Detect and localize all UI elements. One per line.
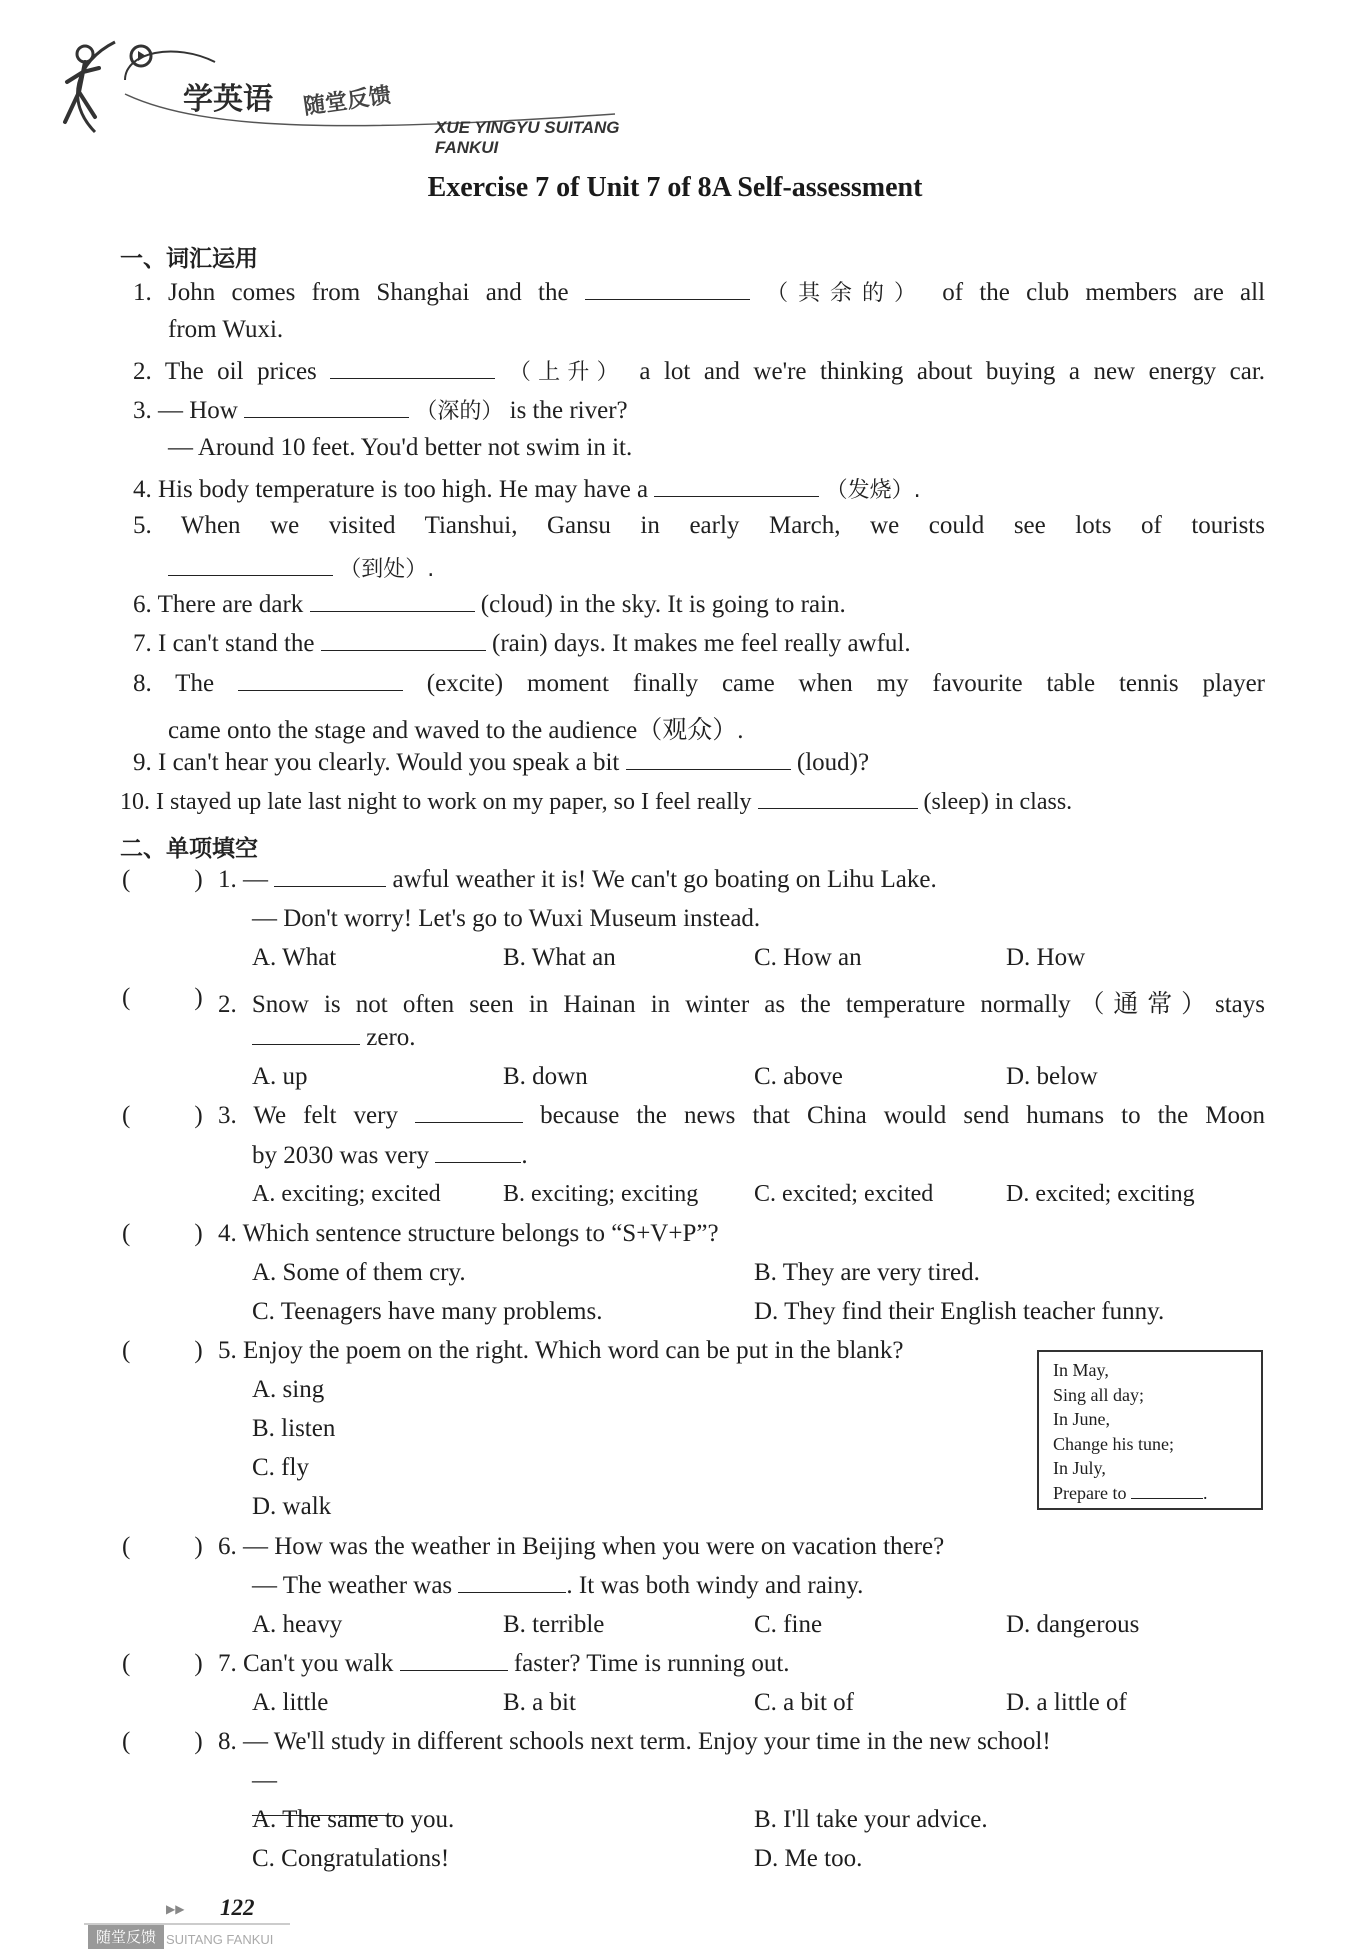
option-a[interactable]: A. little	[252, 1689, 329, 1716]
vocab-item-3-reply: — Around 10 feet. You'd better not swim in it.	[168, 434, 633, 461]
option-d[interactable]: D. below	[1006, 1063, 1098, 1090]
answer-blank[interactable]	[758, 788, 918, 809]
header-cn-title: 学英语	[183, 82, 273, 117]
header-logo	[55, 22, 675, 157]
option-b[interactable]: B. terrible	[503, 1611, 605, 1638]
option-a[interactable]: A. Some of them cry.	[252, 1259, 466, 1286]
option-d[interactable]: D. a little of	[1006, 1689, 1127, 1716]
answer-paren-8[interactable]: ( )	[122, 1728, 203, 1755]
footer-en-label: SUITANG FANKUI	[166, 1932, 274, 1947]
poem-box: In May, Sing all day; In June, Change his tune; In July, Prepare to .	[1037, 1350, 1263, 1510]
answer-blank[interactable]	[238, 670, 403, 691]
option-c[interactable]: C. Congratulations!	[252, 1845, 450, 1872]
answer-blank[interactable]	[252, 1024, 360, 1045]
section2-heading: 二、单项填空	[120, 836, 258, 862]
option-d[interactable]: D. dangerous	[1006, 1611, 1140, 1638]
vocab-item-8-cont: came onto the stage and waved to the audience（观众）.	[168, 717, 744, 744]
vocab-item-6: 6. There are dark (cloud) in the sky. It is going to rain.	[133, 591, 846, 618]
answer-paren-3[interactable]: ( )	[122, 1102, 203, 1129]
option-b[interactable]: B. listen	[252, 1415, 336, 1442]
mc-question-7: 7. Can't you walk faster? Time is running out.	[218, 1650, 790, 1677]
mc-question-8-reply: —	[252, 1767, 396, 1823]
option-a[interactable]: A. sing	[252, 1376, 325, 1403]
answer-blank[interactable]	[415, 1102, 523, 1123]
option-c[interactable]: C. above	[754, 1063, 843, 1090]
answer-paren-1[interactable]: ( )	[122, 866, 203, 893]
answer-blank[interactable]	[585, 279, 750, 300]
option-d[interactable]: D. How	[1006, 944, 1086, 971]
vocab-item-5-cont: （到处）.	[168, 552, 434, 583]
answer-blank[interactable]	[321, 630, 486, 651]
answer-blank[interactable]	[310, 591, 475, 612]
vocab-item-3: 3. — How （深的） is the river?	[133, 397, 628, 424]
option-b[interactable]: B. What an	[503, 944, 616, 971]
mc-question-8: 8. — We'll study in different schools next term. Enjoy your time in the new school!	[218, 1728, 1051, 1755]
mc-question-6-reply: — The weather was . It was both windy and rainy.	[252, 1572, 864, 1599]
page-number: 122	[220, 1895, 255, 1920]
option-c[interactable]: C. Teenagers have many problems.	[252, 1298, 603, 1325]
answer-blank[interactable]	[458, 1572, 566, 1593]
option-a[interactable]: A. The same to you.	[252, 1806, 455, 1833]
header-en-title: XUE YINGYU SUITANG FANKUI	[435, 118, 620, 157]
answer-blank[interactable]	[1131, 1484, 1203, 1499]
answer-paren-5[interactable]: ( )	[122, 1337, 203, 1364]
vocab-item-10: 10. I stayed up late last night to work on my paper, so I feel really (sleep) in class.	[120, 789, 1073, 815]
option-d[interactable]: D. walk	[252, 1493, 332, 1520]
option-b[interactable]: B. exciting; exciting	[503, 1181, 699, 1207]
arrow-icon: ▶▶	[166, 1902, 185, 1916]
answer-blank[interactable]	[168, 555, 333, 576]
answer-blank[interactable]	[244, 397, 409, 418]
option-a[interactable]: A. up	[252, 1063, 308, 1090]
mc-question-2: 2. Snow is not often seen in Hainan in winter as the temperature normally（通常）stays	[218, 991, 1265, 1018]
option-d[interactable]: D. Me too.	[754, 1845, 863, 1872]
answer-paren-7[interactable]: ( )	[122, 1650, 203, 1677]
option-b[interactable]: B. I'll take your advice.	[754, 1806, 988, 1833]
answer-blank[interactable]	[654, 476, 819, 497]
mc-question-2-cont: zero.	[252, 1024, 416, 1052]
vocab-item-7: 7. I can't stand the (rain) days. It makes me feel really awful.	[133, 630, 911, 657]
mc-question-3-cont: by 2030 was very .	[252, 1142, 528, 1169]
vocab-item-5: 5. When we visited Tianshui, Gansu in early March, we could see lots of tourists	[133, 512, 1265, 539]
option-c[interactable]: C. a bit of	[754, 1689, 854, 1716]
mc-question-1-reply: — Don't worry! Let's go to Wuxi Museum instead.	[252, 905, 761, 932]
mc-question-6: 6. — How was the weather in Beijing when you were on vacation there?	[218, 1533, 945, 1560]
option-b[interactable]: B. They are very tired.	[754, 1259, 980, 1286]
answer-blank[interactable]	[274, 866, 386, 887]
poem-last-line: Prepare to .	[1053, 1482, 1208, 1503]
option-b[interactable]: B. down	[503, 1063, 588, 1090]
vocab-item-1-cont: from Wuxi.	[168, 316, 284, 343]
answer-paren-4[interactable]: ( )	[122, 1220, 203, 1247]
option-d[interactable]: D. They find their English teacher funny.	[754, 1298, 1165, 1325]
option-b[interactable]: B. a bit	[503, 1689, 576, 1716]
answer-blank[interactable]	[626, 749, 791, 770]
answer-blank[interactable]	[330, 358, 495, 379]
answer-paren-6[interactable]: ( )	[122, 1533, 203, 1560]
section1-heading: 一、词汇运用	[120, 246, 258, 272]
vocab-item-4: 4. His body temperature is too high. He may have a （发烧）.	[133, 476, 921, 503]
mc-question-5: 5. Enjoy the poem on the right. Which word can be put in the blank?	[218, 1337, 904, 1364]
option-a[interactable]: A. heavy	[252, 1611, 343, 1638]
header-cn-sub: 随堂反馈	[301, 82, 393, 120]
mc-question-1: 1. — awful weather it is! We can't go boating on Lihu Lake.	[218, 866, 937, 893]
vocab-item-1: 1. John comes from Shanghai and the （其余的） of the club members are all	[133, 279, 1266, 306]
option-c[interactable]: C. fly	[252, 1454, 309, 1481]
option-d[interactable]: D. excited; exciting	[1006, 1181, 1195, 1207]
answer-paren-2[interactable]: ( )	[122, 984, 203, 1011]
option-a[interactable]: A. What	[252, 944, 337, 971]
footer-cn-label: 随堂反馈	[88, 1925, 164, 1949]
vocab-item-8: 8. The (excite) moment finally came when my favourite table tennis player	[133, 670, 1265, 697]
option-c[interactable]: C. excited; excited	[754, 1181, 934, 1207]
answer-blank[interactable]	[435, 1142, 521, 1163]
answer-blank[interactable]	[400, 1650, 508, 1671]
page-title: Exercise 7 of Unit 7 of 8A Self-assessment	[427, 172, 923, 203]
mc-question-3: 3. We felt very because the news that China would send humans to the Moon	[218, 1102, 1266, 1129]
mc-question-4: 4. Which sentence structure belongs to “S+V+P”?	[218, 1220, 719, 1247]
vocab-item-2: 2. The oil prices （上升） a lot and we're thinking about buying a new energy car.	[133, 358, 1266, 385]
option-a[interactable]: A. exciting; excited	[252, 1181, 441, 1207]
option-c[interactable]: C. How an	[754, 944, 862, 971]
vocab-item-9: 9. I can't hear you clearly. Would you speak a bit (loud)?	[133, 749, 870, 776]
option-c[interactable]: C. fine	[754, 1611, 823, 1638]
